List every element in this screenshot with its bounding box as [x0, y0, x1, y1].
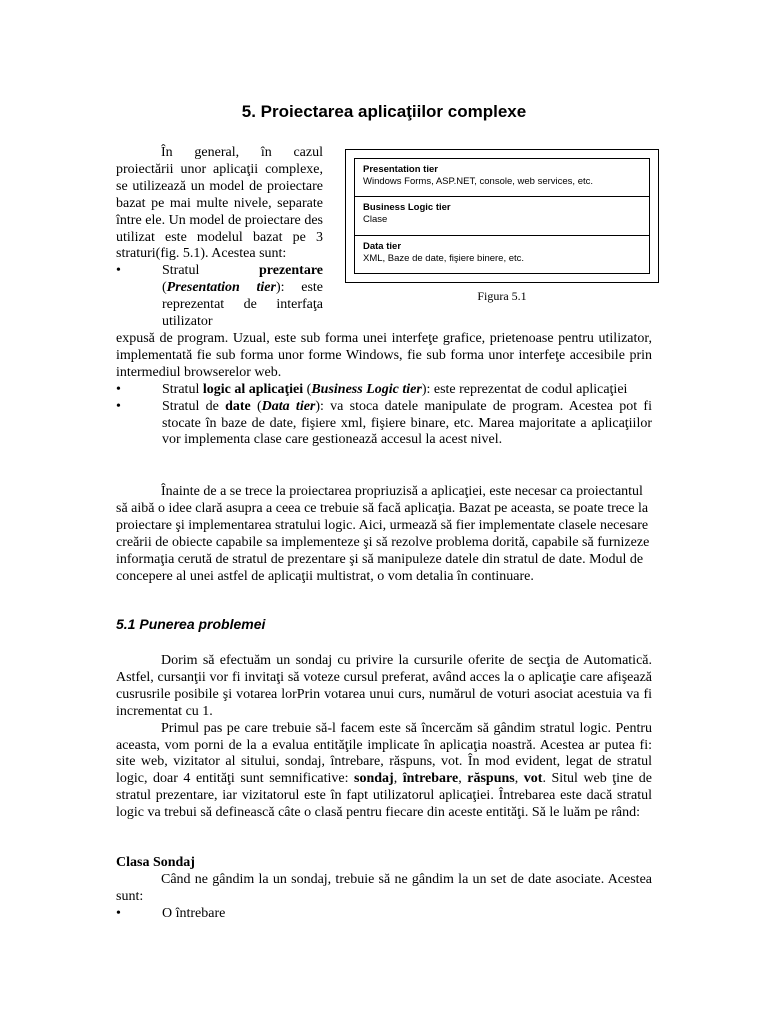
- bullet-marker: •: [116, 263, 121, 279]
- class-block: [116, 855, 652, 923]
- bullet-question: • O întrebare: [116, 905, 226, 921]
- tier-business-logic: Business Logic tier Clase: [355, 197, 649, 235]
- chapter-title: 5. Proiectarea aplicaţiilor complexe: [241, 102, 527, 121]
- design-paragraph: Înainte de a se trece la proiectarea propriuzisă a aplicaţiei, este necesar ca proiectantul să aibă o idee clară asupra a ceea ce trebuie să facă aplicaţia. Bazat pe aceasta, se poate trece la proiectare şi implementarea stratului logic. Aici, urmează să fier implementate clasele necesare creării de obiecte capabile sa implementeze şi să rezolve problema dorită, capabile să furnizeze informaţia cerută de stratul de prezentare şi să manipuleze datele din stratul de date. Modul de concepere al unei astfel de aplicaţii multistrat, o vom detalia în continuare.: [116, 484, 650, 584]
- class-sondaj-paragraph: Când ne gândim la un sondaj, trebuie să ne gândim la un set de date asociate. Acestea sunt:: [116, 871, 652, 904]
- section-title: 5.1 Punerea problemei: [116, 616, 266, 632]
- intro-paragraph: În general, în cazul proiectării unor aplicaţii complexe, se utilizează un model de proiectare bazat pe mai multe nivele, separate între ele. Un model de proiectare des utilizat este modelul bazat pe 3 straturi(fig. 5.1). Acestea sunt:: [116, 145, 323, 262]
- bullet-presentation-continued: expusă de program. Uzual, este sub forma unei interfeţe grafice, prietenoase pentru utilizator, implementată fie sub forma unor forme Windows, fie sub forma unor interfeţe accesibile prin intermediul browserelor web.: [116, 331, 652, 380]
- tier-diagram: [345, 149, 659, 283]
- design-paragraph-block: [116, 484, 652, 585]
- bullet-data: • Stratul de date (Data tier): va stoca datele manipulate de program. Acestea pot fi stocate în baze de date, fişiere xml, fişiere binare, etc. Marea majoritate a aplicaţiilor vor implementa clase care gestionează accesul la acest nivel.: [116, 398, 652, 448]
- bullet-presentation: [116, 263, 323, 331]
- intro-column: [116, 145, 323, 331]
- intro-continuation: [116, 331, 652, 449]
- first-step-paragraph: Primul pas pe care trebuie să-l facem este să încercăm să gândim stratul logic. Pentru aceasta, vom porni de la a evalua entităţile implicate în aplicaţia noastră. Acestea ar putea fi: site web, vizitator al sitului, sondaj, întrebare, răspuns, vot. În mod evident, legat de stratul logic, doar 4 entităţi sunt semnificative: sondaj, întrebare, răspuns, vot. Situl web ţine de stratul prezentare, iar vizitatorul este în fapt utilizatorul aplicaţiei. Întrebarea este dacă stratul logic va trebui să definească câte o clasă pentru fiecare din aceste entităţi. Să le luăm pe rând:: [116, 720, 653, 821]
- class-sondaj-title: Clasa Sondaj: [116, 855, 195, 870]
- figure-caption: Figura 5.1: [477, 289, 527, 303]
- sondaj-paragraph: Dorim să efectuăm un sondaj cu privire la cursurile oferite de secţia de Automatică. Astfel, cursanţii vor fi invitaţi să voteze cursul preferat, având acces la o aplicaţie care afişează cusrusrile posibile şi votarea lorPrin votarea unui curs, numărul de voturi asociat acestuia va fi incrementat cu 1.: [116, 653, 652, 719]
- bullet-presentation-text: Stratul prezentare (Presentation tier): este reprezentat de interfaţa utilizator: [162, 263, 323, 330]
- tier-data: Data tier XML, Baze de date, fişiere binere, etc.: [363, 240, 525, 264]
- problem-block: [116, 653, 652, 822]
- tier-presentation: Presentation tier Windows Forms, ASP.NET, console, web services, etc.: [355, 159, 649, 197]
- bullet-logic: • Stratul logic al aplicaţiei (Business Logic tier): este reprezentat de codul aplicaţiei: [116, 381, 628, 397]
